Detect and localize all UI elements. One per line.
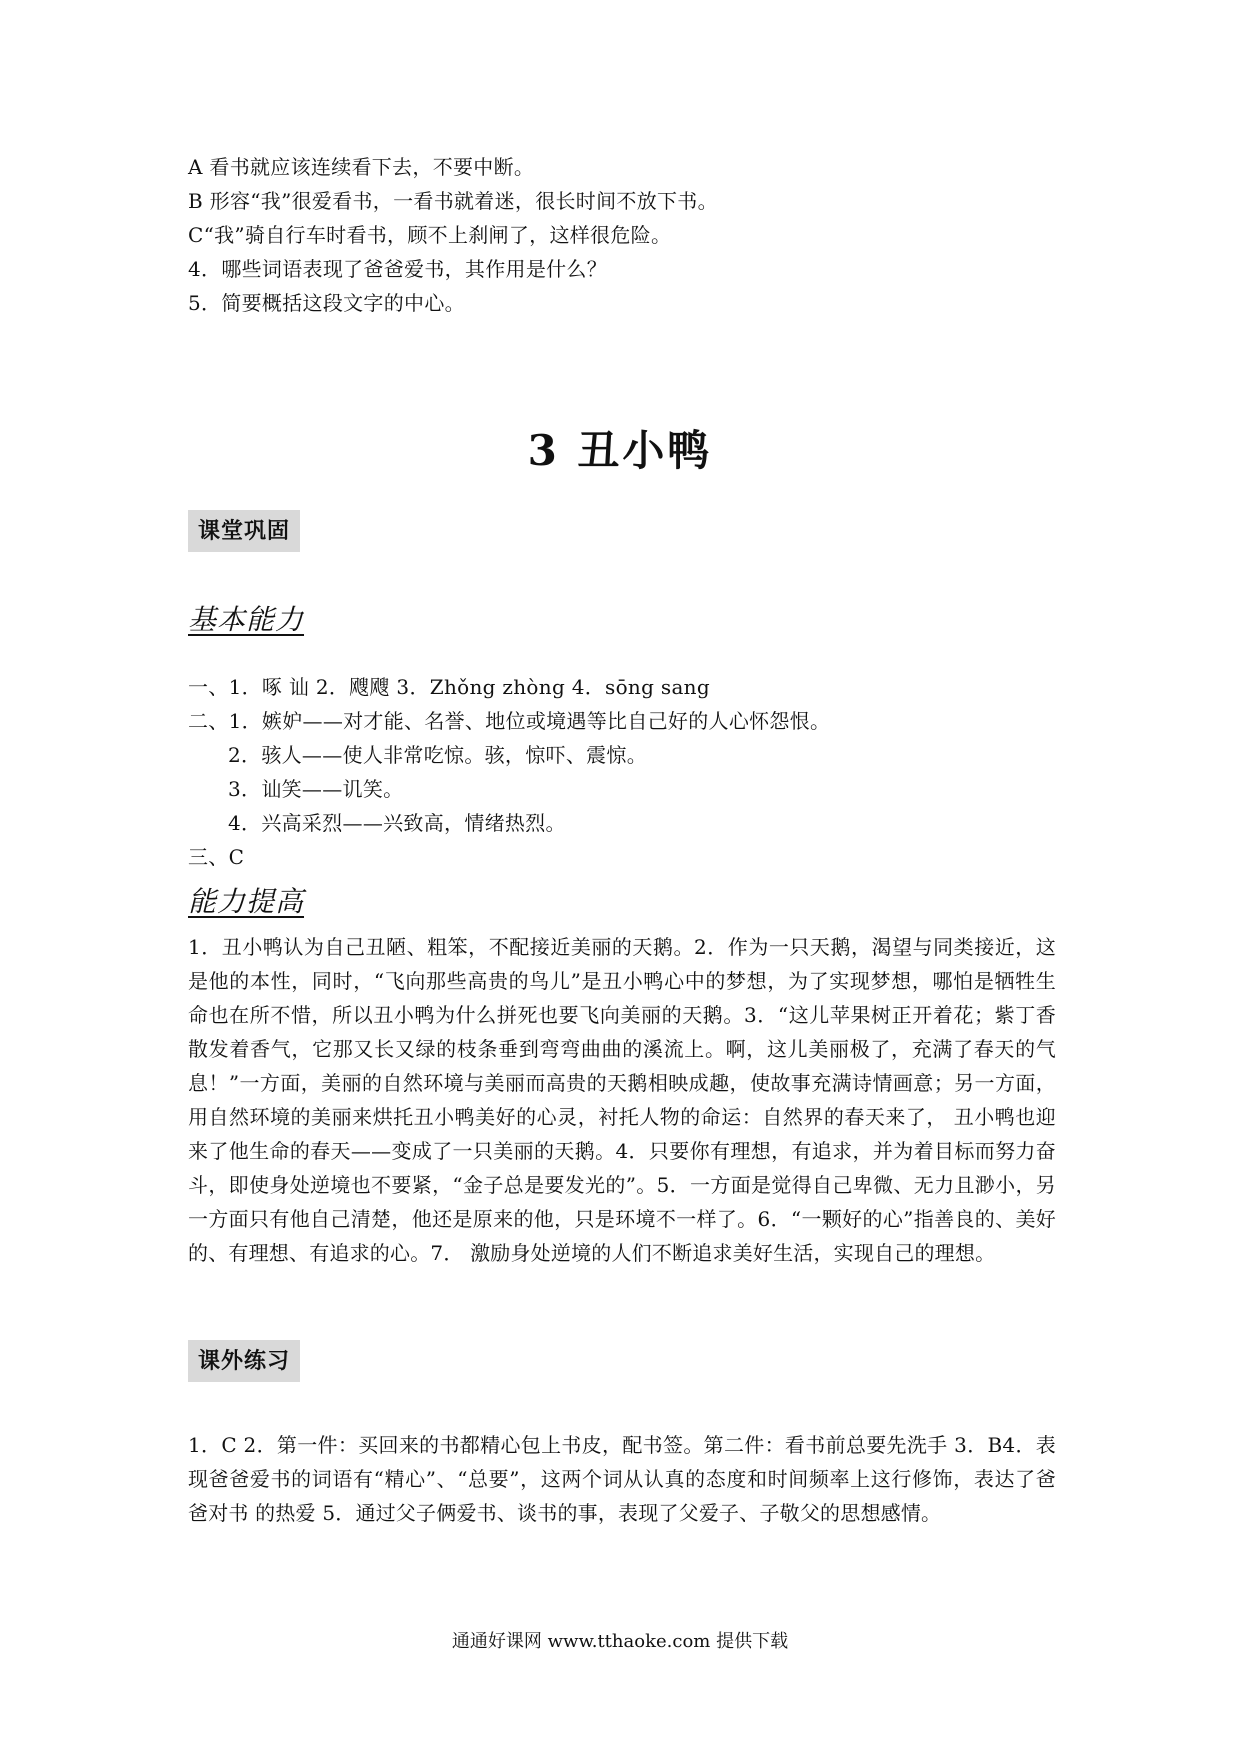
- lesson-title: 3 丑小鸭: [527, 426, 713, 475]
- answer-line-6: 三、C: [188, 845, 245, 869]
- basic-ability-heading: 基本能力: [188, 603, 305, 636]
- question-4-line: 4．哪些词语表现了爸爸爱书，其作用是什么？: [188, 257, 608, 281]
- option-c-line: C“我”骑自行车时看书，顾不上刹闸了，这样很危险。: [188, 223, 672, 247]
- section-label-classroom: 课堂巩固: [188, 510, 300, 552]
- option-a-line: A 看书就应该连续看下去，不要中断。: [188, 155, 535, 179]
- answer-line-2: 二、1．嫉妒——对才能、名誉、地位或境遇等比自己好的人心怀怨恨。: [188, 709, 831, 733]
- extracurricular-paragraph: 1．C 2．第一件：买回来的书都精心包上书皮，配书签。第二件：看书前总要先洗手 3．B4．表现爸爸爱书的词语有“精心”、“总要”，这两个词从认真的态度和时间频率上这行修饰，表达了爸爸对书 的热爱 5．通过父子俩爱书、谈书的事，表现了父爱子、子敬父的思想感情。: [188, 1433, 1057, 1525]
- option-b-line: B 形容“我”很爱看书，一看书就着迷，很长时间不放下书。: [188, 189, 718, 213]
- ability-improve-paragraph: 1．丑小鸭认为自己丑陋、粗笨，不配接近美丽的天鹅。2．作为一只天鹅，渴望与同类接近，这是他的本性，同时，“飞向那些高贵的鸟儿”是丑小鸭心中的梦想，为了实现梦想，哪怕是牺牲生命也在所不惜，所以丑小鸭为什么拼死也要飞向美丽的天鹅。3．“这儿苹果树正开着花；紫丁香散发着香气，它那又长又绿的枝条垂到弯弯曲曲的溪流上。啊，这儿美丽极了，充满了春天的气息！”一方面，美丽的自然环境与美丽而高贵的天鹅相映成趣，使故事充满诗情画意；另一方面，用自然环境的美丽来烘托丑小鸭美好的心灵，衬托人物的命运：自然界的春天来了， 丑小鸭也迎来了他生命的春天——变成了一只美丽的天鹅。4．只要你有理想，有追求，并为着目标而努力奋斗，即使身处逆境也不要紧，“金子总是要发光的”。5．一方面是觉得自己卑微、无力且渺小，另一方面只有他自己清楚，他还是原来的他，只是环境不一样了。6．“一颗好的心”指善良的、美好的、有理想、有追求的心。7． 激励身处逆境的人们不断追求美好生活，实现自己的理想。: [188, 935, 1056, 1265]
- answer-line-3: 2．骇人——使人非常吃惊。骇，惊吓、震惊。: [228, 743, 648, 767]
- answer-line-1: 一、1．啄 讪 2．飕飕 3．Zhǒng zhòng 4．sōng sang: [188, 675, 710, 699]
- section-label-extracurricular: 课外练习: [188, 1340, 300, 1382]
- answer-line-5: 4．兴高采烈——兴致高，情绪热烈。: [228, 811, 566, 835]
- ability-improve-heading: 能力提高: [188, 885, 305, 918]
- answer-line-4: 3．讪笑——讥笑。: [228, 777, 404, 801]
- question-5-line: 5．简要概括这段文字的中心。: [188, 291, 465, 315]
- footer-text: 通通好课网 www.tthaoke.com 提供下载: [451, 1631, 789, 1652]
